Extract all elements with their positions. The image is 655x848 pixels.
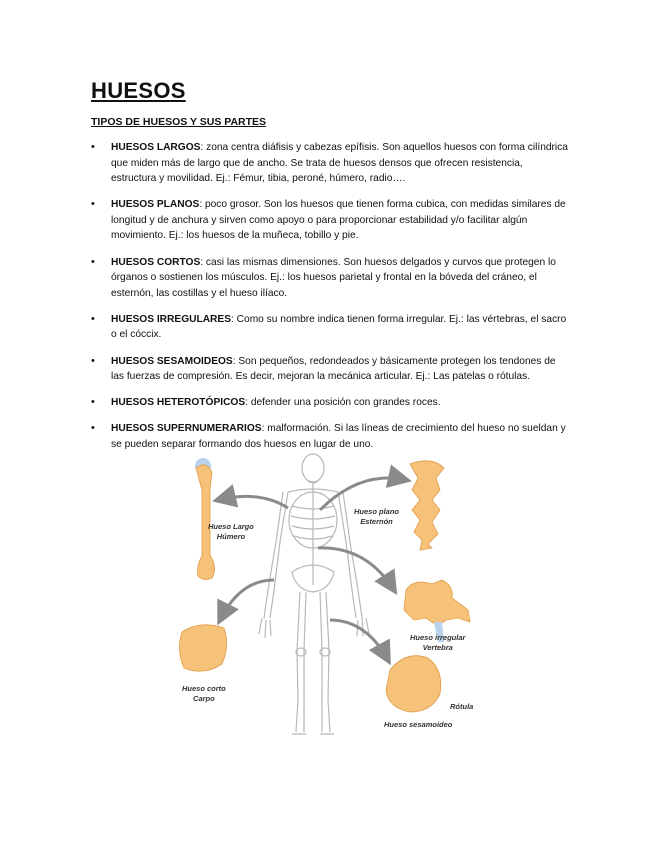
figure-arrows xyxy=(218,478,406,660)
label-line: Hueso Largo xyxy=(208,522,254,531)
item-text: : Son pequeños, redondeados y básicamente protegen los tendones de las fuerzas de compresión. Es decir, mejoran la mecánica articular. Ej.: Las patelas o rótulas. xyxy=(111,355,556,383)
item-text: : defender una posición con grandes roces. xyxy=(245,397,441,409)
label-hueso-irregular xyxy=(410,633,465,653)
bullet-icon: • xyxy=(91,354,95,367)
sternum-bone xyxy=(410,461,444,550)
bullet-icon: • xyxy=(91,396,95,409)
item-term: HUESOS PLANOS xyxy=(111,199,200,211)
label-hueso-sesamoideo: Hueso sesamoideo xyxy=(384,720,453,729)
label-line: Hueso corto xyxy=(182,684,226,693)
label-line: Húmero xyxy=(216,532,246,541)
item-text: : Como su nombre indica tienen forma irregular. Ej.: las vértebras, el sacro o el cóccix. xyxy=(111,313,567,341)
bullet-icon: • xyxy=(91,141,95,153)
patella-bone xyxy=(386,656,441,712)
list-item xyxy=(91,140,569,187)
item-term: HUESOS LARGOS xyxy=(111,142,201,153)
item-text: : poco grosor. Son los huesos que tienen forma cubica, con medidas similares de longitud y de anchura y sirven como apoyo o para proporcionar estabilidad y/o facilitar algún movimiento. Ej.: los huesos de la muñeca, tobillo y pie. xyxy=(111,199,566,242)
bullet-icon: • xyxy=(91,255,95,268)
section-subtitle: TIPOS DE HUESOS Y SUS PARTES xyxy=(91,116,267,128)
label-line: Hueso irregular xyxy=(410,633,466,642)
list-item xyxy=(91,395,569,411)
label-line: Carpo xyxy=(193,694,215,703)
list-item xyxy=(91,421,569,452)
bone-types-figure xyxy=(170,450,490,740)
label-rotula: Rótula xyxy=(450,702,474,711)
item-term: HUESOS SUPERNUMERARIOS xyxy=(111,423,262,435)
humerus-bone xyxy=(195,458,215,580)
carpal-bone xyxy=(179,625,226,671)
page-title: HUESOS xyxy=(91,78,186,103)
item-text: : malformación. Si las líneas de crecimiento del hueso no sueldan y se pueden separar formando dos huesos en lugar de uno. xyxy=(111,423,566,450)
bullet-icon: • xyxy=(91,198,95,211)
list-item xyxy=(91,255,569,302)
list-item xyxy=(91,197,569,244)
item-text: : casi las mismas dimensiones. Son huesos delgados y curvos que protegen lo órganos o sostienen los músculos. Ej.: los huesos parietal y frontal en la bóveda del cráneo, el esternón, las costillas y el hueso ilíaco. xyxy=(111,256,556,299)
bullet-icon: • xyxy=(91,422,95,435)
label-line: Esternón xyxy=(360,517,393,526)
skeleton-figure xyxy=(259,454,369,734)
label-line: Vertebra xyxy=(422,643,453,652)
label-hueso-largo xyxy=(208,522,254,542)
item-term: HUESOS IRREGULARES xyxy=(111,313,232,325)
label-hueso-corto xyxy=(182,684,226,704)
bullet-icon: • xyxy=(91,312,95,325)
item-term: HUESOS CORTOS xyxy=(111,256,201,268)
list-item xyxy=(91,354,569,385)
label-hueso-plano xyxy=(354,507,399,527)
bone-types-list xyxy=(91,140,569,463)
item-term: HUESOS HETEROTÓPICOS xyxy=(111,397,246,409)
item-term: HUESOS SESAMOIDEOS xyxy=(111,355,233,367)
list-item xyxy=(91,312,569,343)
label-line: Hueso plano xyxy=(354,507,400,516)
item-text: : zona centra diáfisis y cabezas epífisis. Son aquellos huesos con forma cilíndrica que miden más de largo que de ancho. Se trata de huesos densos que ofrecen resistencia, estructura y movilidad. Ej.: Fémur, tibia, peroné, húmero, radio…. xyxy=(111,142,568,185)
